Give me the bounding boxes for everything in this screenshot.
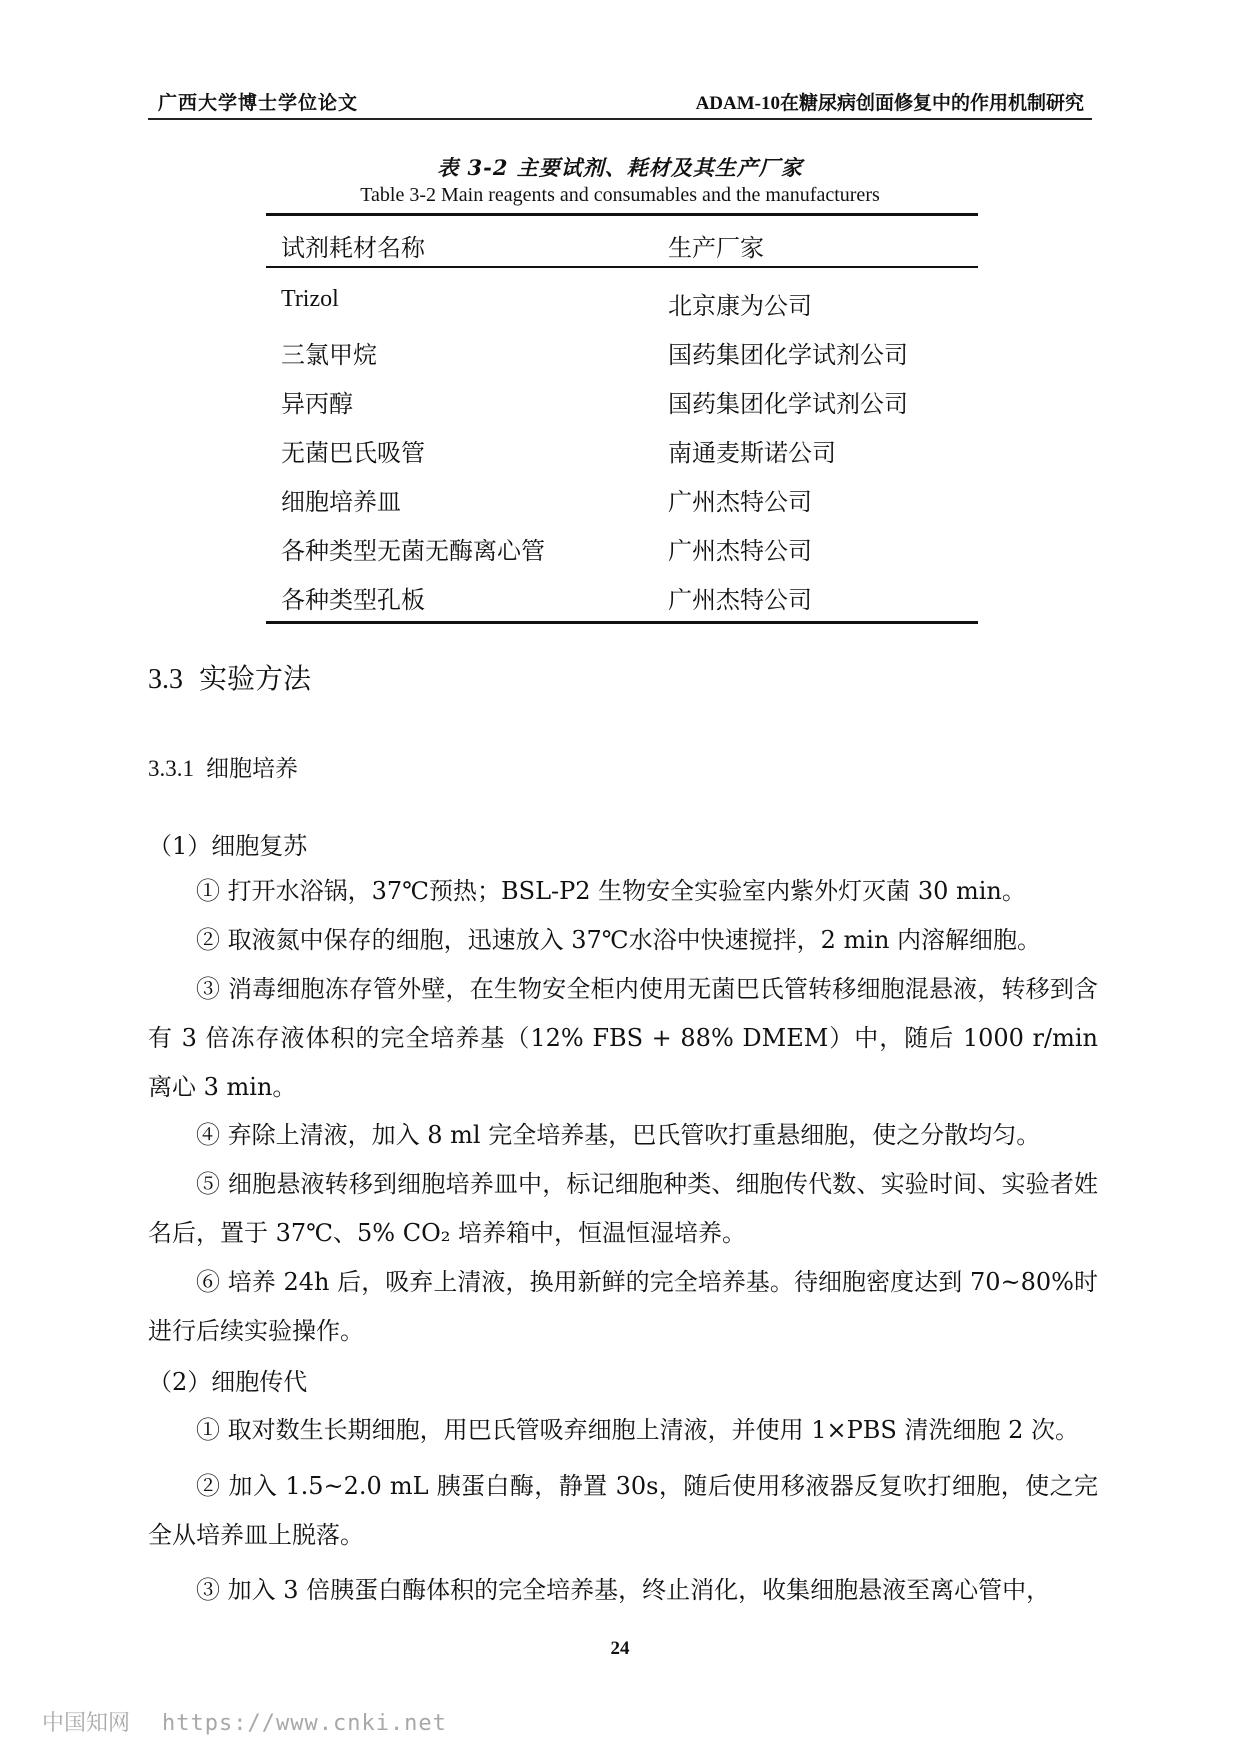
recovery-step-5: ⑤ 细胞悬液转移到细胞培养皿中，标记细胞种类、细胞传代数、实验时间、实验者姓名后，置于 37℃、5% CO₂ 培养箱中，恒温恒湿培养。 bbox=[148, 1170, 1098, 1247]
recovery-step-2: ② 取液氮中保存的细胞，迅速放入 37℃水浴中快速搅拌，2 min 内溶解细胞。 bbox=[196, 926, 1042, 954]
column-header-manufacturer: 生产厂家 bbox=[668, 234, 764, 262]
cell-manufacturer: 广州杰特公司 bbox=[668, 488, 812, 516]
cell-reagent: 各种类型孔板 bbox=[281, 586, 425, 614]
table-row bbox=[266, 521, 978, 570]
cnki-watermark bbox=[42, 1706, 447, 1737]
header-thesis-title: ADAM-10在糖尿病创面修复中的作用机制研究 bbox=[695, 93, 1084, 114]
passage-step-2: ② 加入 1.5~2.0 mL 胰蛋白酶，静置 30s，随后使用移液器反复吹打细胞，使之完全从培养皿上脱落。 bbox=[148, 1472, 1098, 1549]
recovery-step-6: ⑥ 培养 24h 后，吸弃上清液，换用新鲜的完全培养基。待细胞密度达到 70~80%时进行后续实验操作。 bbox=[148, 1268, 1098, 1345]
passage-step-3: ③ 加入 3 倍胰蛋白酶体积的完全培养基，终止消化，收集细胞悬液至离心管中， bbox=[196, 1576, 1051, 1604]
watermark-url: https://www.cnki.net bbox=[162, 1711, 447, 1736]
section-number: 3.3 bbox=[148, 664, 183, 695]
passage-step-1: ① 取对数生长期细胞，用巴氏管吸弃细胞上清液，并使用 1×PBS 清洗细胞 2 次。 bbox=[196, 1416, 1080, 1444]
header-rule bbox=[148, 118, 1092, 120]
subsection-number: 3.3.1 bbox=[148, 756, 194, 781]
subsection-title: 细胞培养 bbox=[206, 756, 298, 782]
cell-manufacturer: 北京康为公司 bbox=[668, 292, 812, 320]
table-row bbox=[266, 325, 978, 374]
cell-manufacturer: 广州杰特公司 bbox=[668, 537, 812, 565]
section-title: 实验方法 bbox=[199, 662, 312, 695]
cell-reagent: 细胞培养皿 bbox=[281, 488, 401, 516]
table-row bbox=[266, 374, 978, 423]
section-heading bbox=[148, 657, 311, 697]
recovery-step-1: ① 打开水浴锅，37℃预热；BSL-P2 生物安全实验室内紫外灯灭菌 30 min。 bbox=[196, 877, 1026, 905]
table-row bbox=[266, 423, 978, 472]
recovery-step-3: ③ 消毒细胞冻存管外壁，在生物安全柜内使用无菌巴氏管转移细胞混悬液，转移到含有 3 倍冻存液体积的完全培养基（12% FBS + 88% DMEM）中，随后 1000 r/min 离心 3 min。 bbox=[148, 975, 1098, 1101]
cell-manufacturer: 广州杰特公司 bbox=[668, 586, 812, 614]
page-number: 24 bbox=[610, 1638, 630, 1659]
table-row bbox=[266, 570, 978, 619]
table-row bbox=[266, 276, 978, 325]
cell-reagent: Trizol bbox=[281, 286, 339, 312]
recovery-heading: （1）细胞复苏 bbox=[148, 832, 308, 860]
column-header-name: 试剂耗材名称 bbox=[281, 234, 425, 262]
running-header bbox=[148, 88, 1092, 114]
recovery-step-4: ④ 弃除上清液，加入 8 ml 完全培养基，巴氏管吹打重悬细胞，使之分散均匀。 bbox=[196, 1121, 1041, 1149]
cell-reagent: 各种类型无菌无酶离心管 bbox=[281, 537, 545, 565]
table-caption-cn: 表 3-2 主要试剂、耗材及其生产厂家 bbox=[437, 155, 803, 180]
table-header-row bbox=[266, 216, 978, 268]
table-row bbox=[266, 472, 978, 521]
cell-manufacturer: 南通麦斯诺公司 bbox=[668, 439, 836, 467]
cell-reagent: 无菌巴氏吸管 bbox=[281, 439, 425, 467]
subsection-heading bbox=[148, 750, 298, 783]
table-caption-en: Table 3-2 Main reagents and consumables and the manufacturers bbox=[360, 184, 880, 206]
cell-reagent: 三氯甲烷 bbox=[281, 341, 377, 369]
passage-heading: （2）细胞传代 bbox=[148, 1368, 308, 1396]
reagents-table bbox=[266, 213, 978, 624]
watermark-logo-text: 中国知网 bbox=[42, 1711, 131, 1736]
header-thesis-type: 广西大学博士学位论文 bbox=[158, 92, 359, 114]
cell-manufacturer: 国药集团化学试剂公司 bbox=[668, 390, 908, 418]
cell-reagent: 异丙醇 bbox=[281, 390, 353, 418]
table-body bbox=[266, 268, 978, 621]
cell-manufacturer: 国药集团化学试剂公司 bbox=[668, 341, 908, 369]
